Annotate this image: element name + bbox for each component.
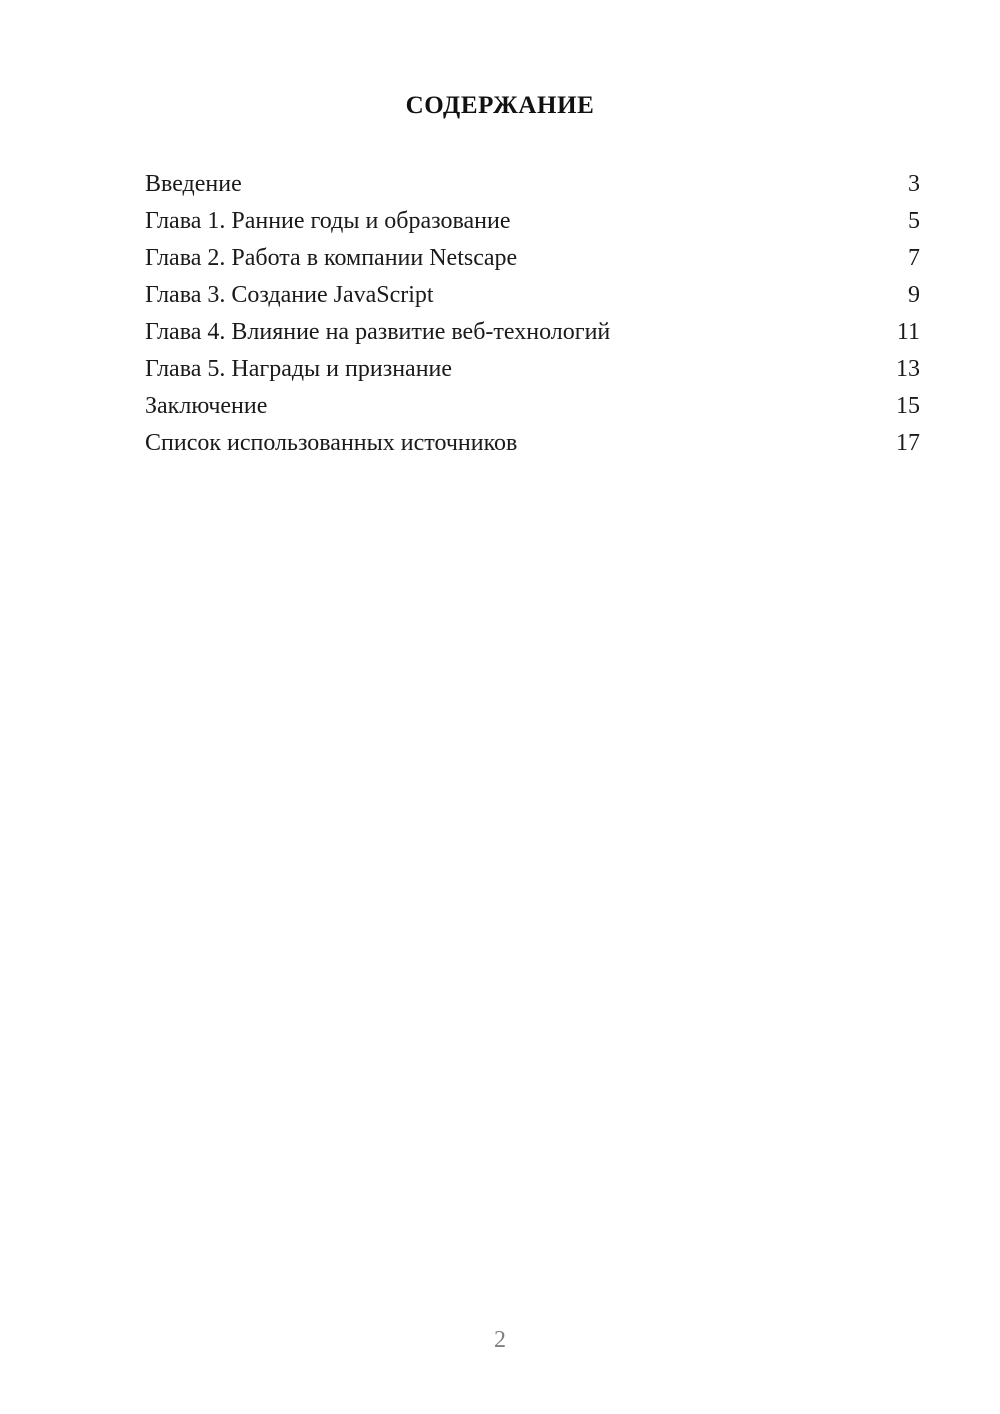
toc-entry-label: Введение [145,171,242,197]
toc-entry-page-number: 13 [896,356,920,382]
toc-entry-page-number: 7 [908,245,920,271]
toc-entry-page-number: 5 [908,208,920,234]
toc-entry-label: Глава 3. Создание JavaScript [145,282,434,308]
toc-entry[interactable] [145,351,920,388]
toc-entry[interactable] [145,314,920,351]
toc-entry[interactable] [145,240,920,277]
toc-entry[interactable] [145,166,920,203]
toc-entry-page-number: 9 [908,282,920,308]
toc-entry-label: Глава 1. Ранние годы и образование [145,208,511,234]
toc-entry-label: Глава 2. Работа в компании Netscape [145,245,518,271]
footer-page-number: 2 [494,1327,506,1353]
toc-entry[interactable] [145,388,920,425]
table-of-contents [145,166,920,462]
toc-entry-page-number: 17 [896,430,920,456]
toc-entry[interactable] [145,203,920,240]
toc-entry-label: Список использованных источников [145,430,518,456]
toc-entry[interactable] [145,425,920,462]
toc-entry-label: Заключение [145,393,268,419]
toc-entry-label: Глава 4. Влияние на развитие веб-технологий [145,319,611,345]
toc-entry-page-number: 11 [896,319,920,345]
toc-entry-page-number: 3 [908,171,920,197]
toc-entry[interactable] [145,277,920,314]
toc-entry-label: Глава 5. Награды и признание [145,356,453,382]
toc-entry-page-number: 15 [896,393,920,419]
page-title: СОДЕРЖАНИЕ [405,92,595,119]
